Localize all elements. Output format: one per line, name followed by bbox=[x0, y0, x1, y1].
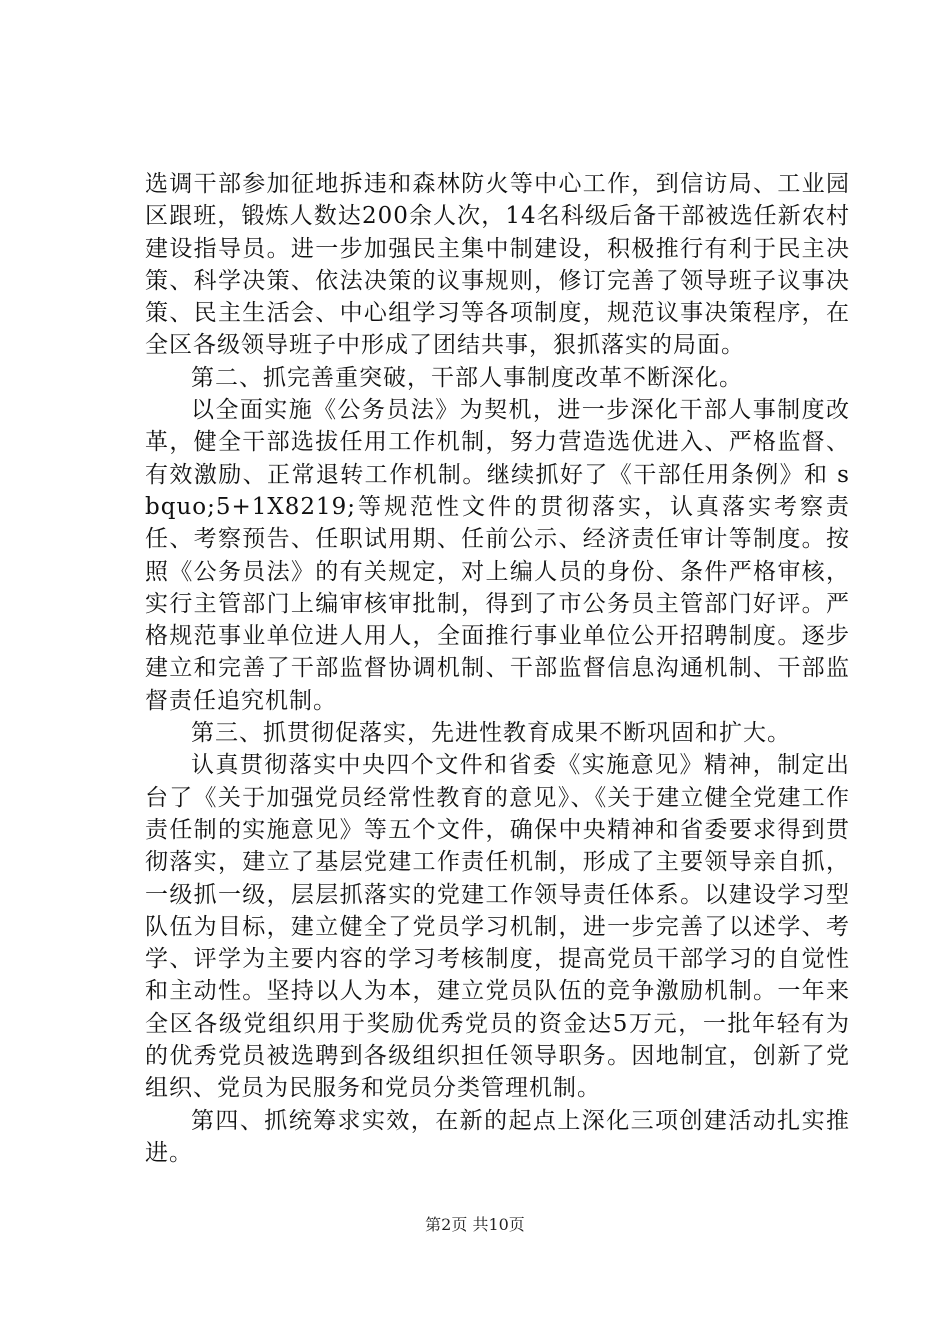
section-heading-fourth: 第四、抓统筹求实效，在新的起点上深化三项创建活动扎实推进。 bbox=[145, 1107, 850, 1166]
page-number-label: 第2页 共10页 bbox=[425, 1215, 525, 1234]
document-body bbox=[145, 168, 850, 1169]
paragraph-party-education: 认真贯彻落实中央四个文件和省委《实施意见》精神，制定出台了《关于加强党员经常性教育的意见》、《关于建立健全党建工作责任制的实施意见》等五个文件，确保中央精神和省委要求得到贯彻落实，建立了基层党建工作责任机制，形成了主要领导亲自抓，一级抓一级，层层抓落实的党建工作领导责任体系。以建设学习型队伍为目标，建立健全了党员学习机制，进一步完善了以述学、考学、评学为主要内容的学习考核制度，提高党员干部学习的自觉性和主动性。坚持以人为本，建立党员队伍的竞争激励机制。一年来全区各级党组织用于奖励优秀党员的资金达5万元，一批年轻有为的优秀党员被选聘到各级组织担任领导职务。因地制宜，创新了党组织、党员为民服务和党员分类管理机制。 bbox=[145, 752, 850, 1102]
paragraph-continuation: 选调干部参加征地拆违和森林防火等中心工作，到信访局、工业园区跟班，锻炼人数达200余人次，14名科级后备干部被选任新农村建设指导员。进一步加强民主集中制建设，积极推行有利于民主决策、科学决策、依法决策的议事规则，修订完善了领导班子议事决策、民主生活会、中心组学习等各项制度，规范议事决策程序，在全区各级领导班子中形成了团结共事，狠抓落实的局面。 bbox=[145, 171, 850, 359]
paragraph-cadre-reform: 以全面实施《公务员法》为契机，进一步深化干部人事制度改革，健全干部选拔任用工作机制，努力营造选优进入、严格监督、有效激励、正常退转工作机制。继续抓好了《干部任用条例》和 sbquo;5+1X8219;等规范性文件的贯彻落实，认真落实考察责任、考察预告、任职试用期、任前公示、经济责任审计等制度。按照《公务员法》的有关规定，对上编人员的身份、条件严格审核，实行主管部门上编审核审批制，得到了市公务员主管部门好评。严格规范事业单位进人用人，全面推行事业单位公开招聘制度。逐步建立和完善了干部监督协调机制、干部监督信息沟通机制、干部监督责任追究机制。 bbox=[145, 397, 850, 714]
section-heading-third: 第三、抓贯彻促落实，先进性教育成果不断巩固和扩大。 bbox=[191, 720, 791, 747]
page-footer bbox=[0, 1212, 950, 1235]
section-heading-second: 第二、抓完善重突破，干部人事制度改革不断深化。 bbox=[191, 364, 743, 391]
